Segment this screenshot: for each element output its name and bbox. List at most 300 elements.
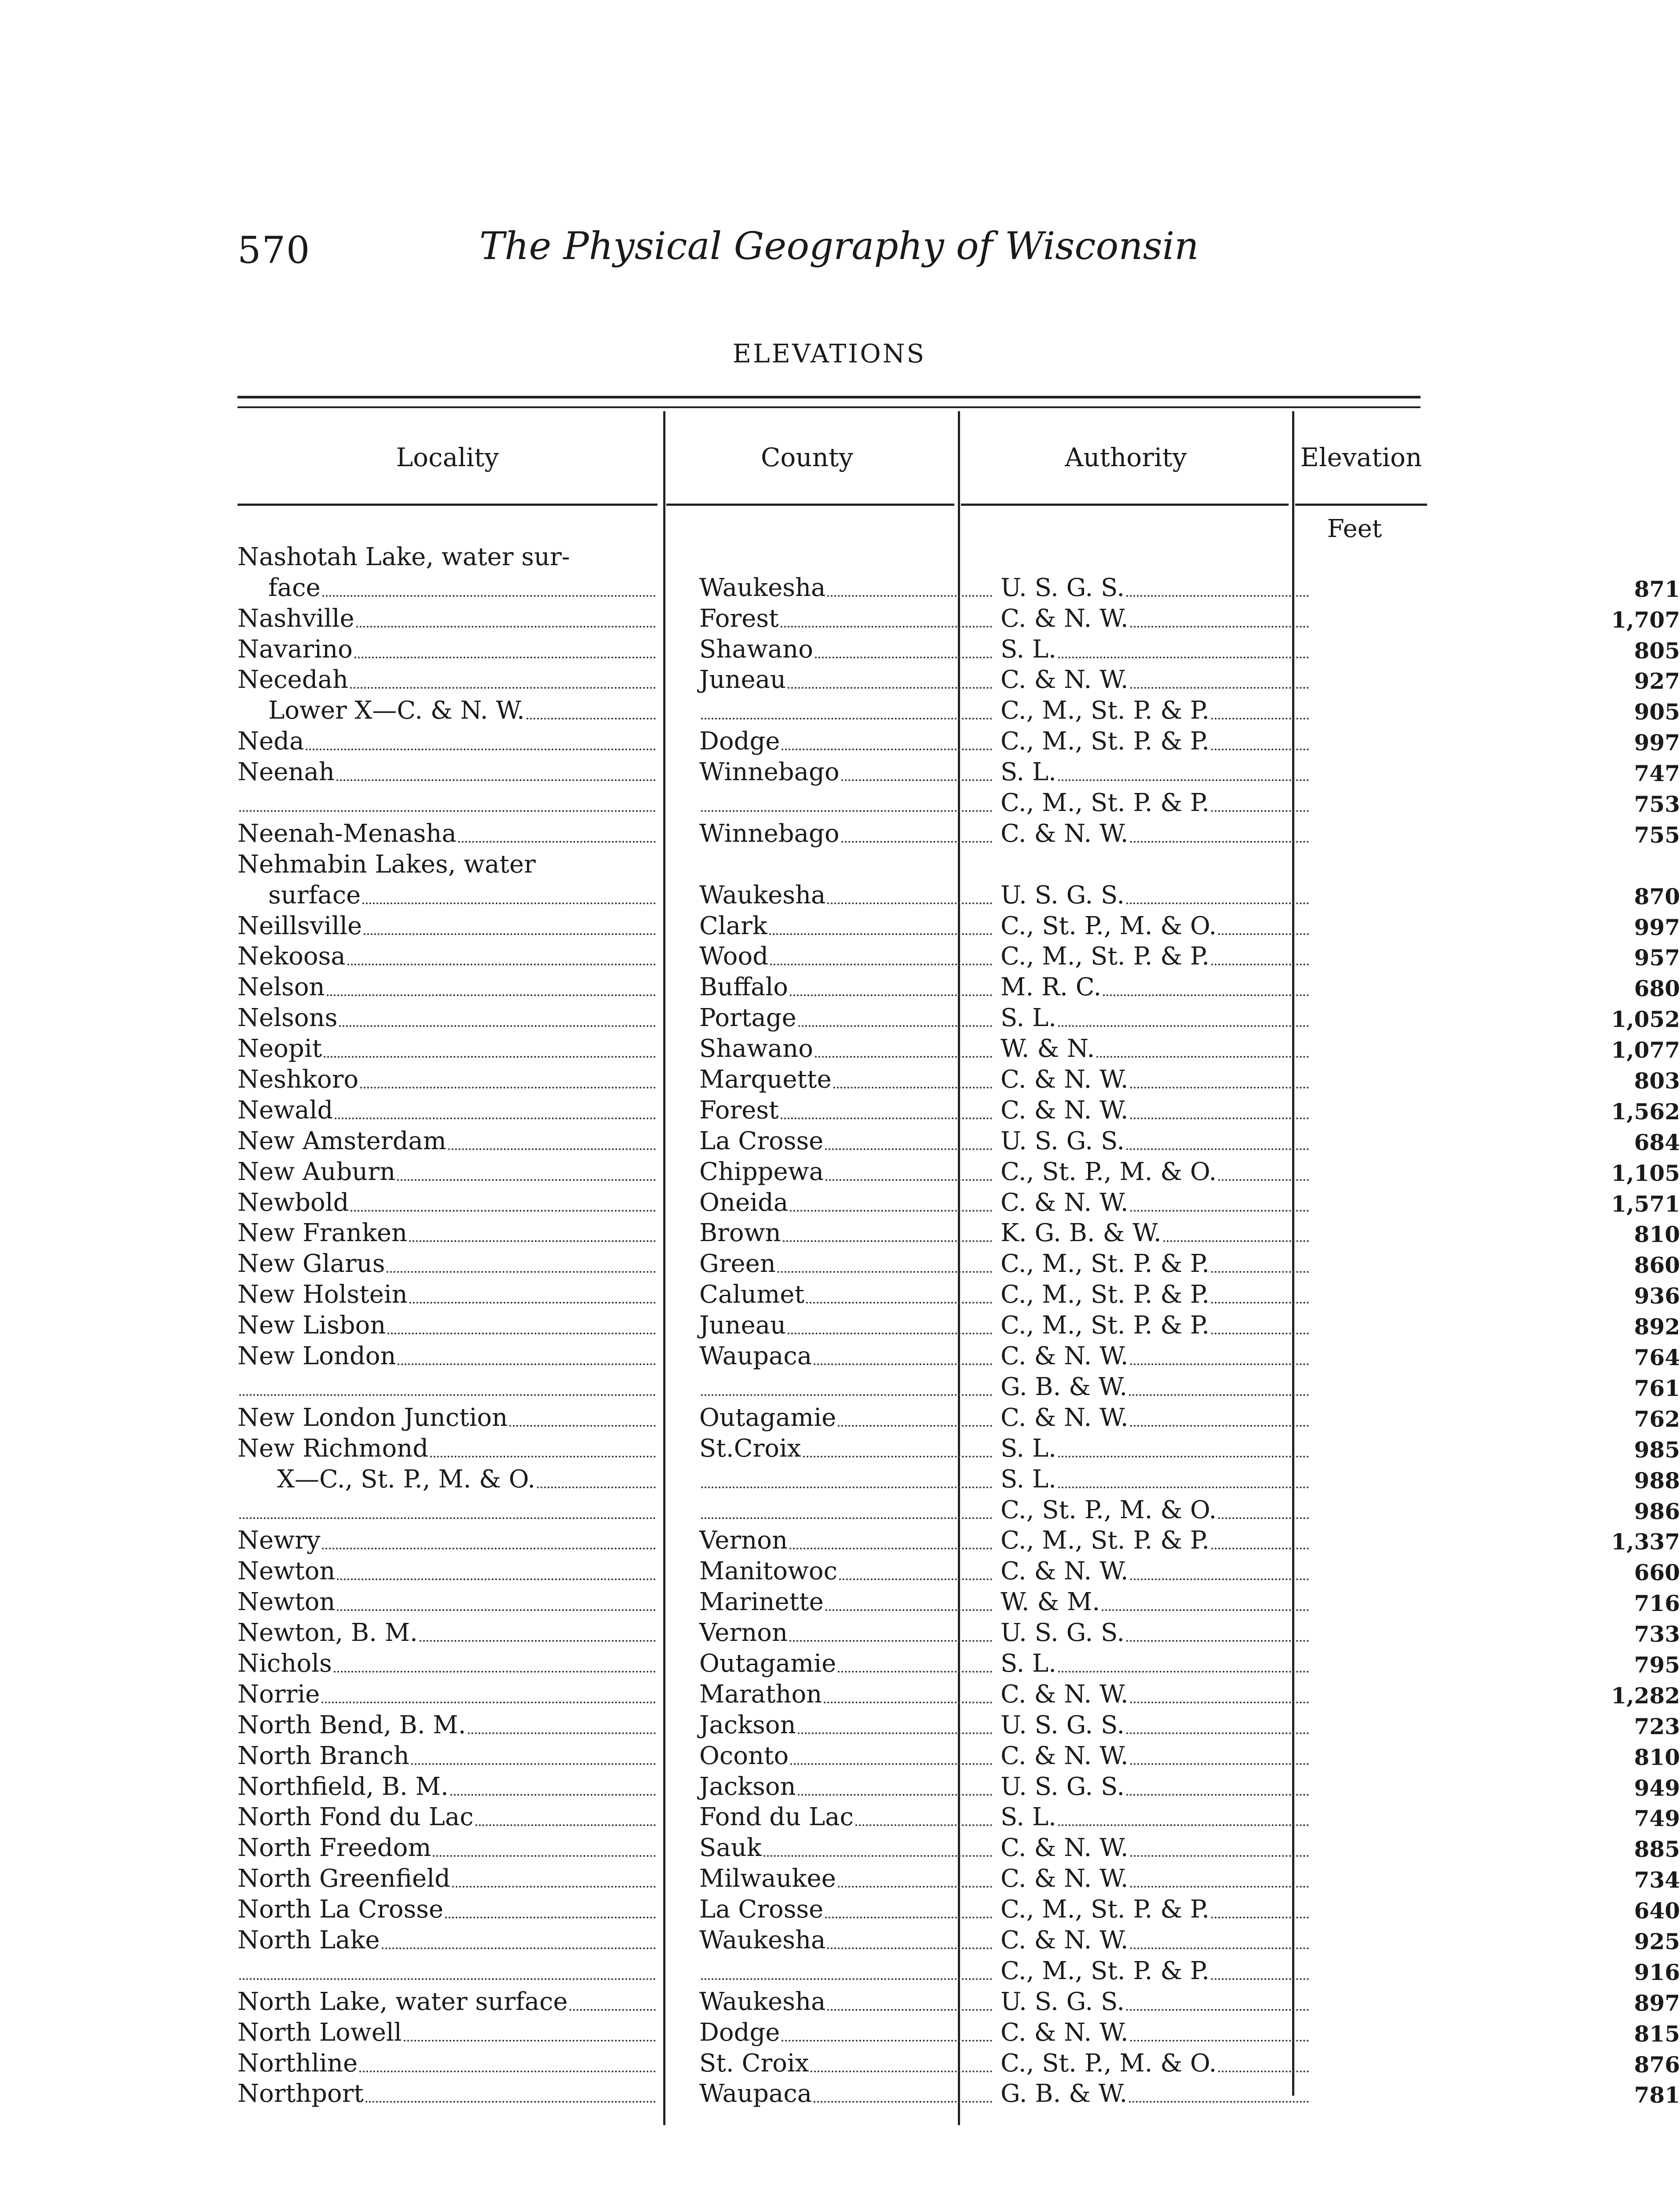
leader-dots bbox=[814, 2101, 992, 2103]
leader-dots bbox=[825, 1179, 992, 1181]
county-cell bbox=[699, 1773, 994, 1804]
authority-cell bbox=[1001, 1189, 1311, 1220]
county-cell-text: Green bbox=[699, 1249, 776, 1278]
elevation-cell-text: 762 bbox=[1634, 1406, 1680, 1432]
leader-dots bbox=[701, 1487, 992, 1488]
locality-cell bbox=[237, 1711, 657, 1742]
authority-cell-text: C., M., St. P. & P. bbox=[1001, 789, 1210, 818]
county-cell bbox=[699, 2080, 994, 2111]
county-cell bbox=[699, 1066, 994, 1096]
elevation-cell-text: 640 bbox=[1634, 1898, 1680, 1924]
county-cell bbox=[699, 1281, 994, 1311]
locality-cell-text: Nekoosa bbox=[237, 942, 346, 971]
leader-dots bbox=[781, 1118, 992, 1119]
leader-dots bbox=[445, 1917, 656, 1918]
elevation-cell-text: 761 bbox=[1634, 1375, 1680, 1401]
authority-cell bbox=[1001, 1281, 1311, 1311]
table-row bbox=[237, 880, 1680, 912]
header-elevation: Elevation bbox=[1300, 442, 1422, 472]
header-locality: Locality bbox=[396, 442, 499, 472]
header-county: County bbox=[760, 442, 854, 472]
authority-cell bbox=[1001, 1004, 1311, 1035]
elevation-cell bbox=[1328, 1465, 1680, 1496]
table-row bbox=[237, 1956, 1680, 1988]
leader-dots bbox=[509, 1425, 656, 1427]
table-row bbox=[237, 942, 1680, 974]
leader-dots bbox=[838, 1886, 992, 1888]
table-row bbox=[237, 1588, 1680, 1619]
authority-cell-text: C. & N. W. bbox=[1001, 1557, 1129, 1586]
authority-cell-text: G. B. & W. bbox=[1001, 1372, 1128, 1401]
county-cell-text: Marinette bbox=[699, 1588, 824, 1617]
county-cell bbox=[699, 1527, 994, 1558]
county-cell-text: Waupaca bbox=[699, 1342, 812, 1371]
leader-dots bbox=[339, 1025, 656, 1027]
locality-cell bbox=[237, 574, 657, 605]
county-cell bbox=[699, 605, 994, 636]
table-row bbox=[237, 973, 1680, 1004]
leader-dots bbox=[450, 1794, 656, 1796]
elevation-cell bbox=[1328, 2019, 1680, 2049]
authority-cell bbox=[1001, 605, 1311, 636]
locality-cell-text: New Amsterdam bbox=[237, 1126, 446, 1155]
leader-dots bbox=[824, 1702, 992, 1703]
authority-cell bbox=[1001, 1557, 1311, 1588]
locality-cell bbox=[237, 1804, 657, 1834]
county-cell-text: Buffalo bbox=[699, 973, 789, 1002]
leader-dots bbox=[433, 1855, 656, 1857]
leader-dots bbox=[404, 2040, 656, 2042]
county-cell-text: Marathon bbox=[699, 1680, 822, 1709]
county-cell bbox=[699, 727, 994, 758]
authority-cell bbox=[1001, 1834, 1311, 1865]
authority-cell bbox=[1001, 1926, 1311, 1957]
county-cell bbox=[699, 881, 994, 912]
locality-cell bbox=[237, 605, 657, 636]
locality-cell bbox=[237, 1988, 657, 2019]
locality-cell-text: New Richmond bbox=[237, 1434, 429, 1463]
leader-dots bbox=[1211, 964, 1309, 965]
authority-cell bbox=[1001, 1035, 1311, 1066]
county-cell bbox=[699, 1465, 994, 1496]
table-row bbox=[237, 1925, 1680, 1957]
authority-cell-text: S. L. bbox=[1001, 1465, 1056, 1494]
leader-dots bbox=[1130, 1886, 1309, 1888]
elevation-cell bbox=[1328, 881, 1680, 912]
locality-cell-text: New London bbox=[237, 1342, 396, 1371]
authority-cell-text: C., M., St. P. & P. bbox=[1001, 1956, 1210, 1985]
elevation-cell bbox=[1328, 1250, 1680, 1281]
locality-cell bbox=[237, 1527, 657, 1558]
authority-cell bbox=[1001, 1158, 1311, 1189]
elevation-cell-text: 927 bbox=[1634, 668, 1680, 694]
authority-cell bbox=[1001, 543, 1311, 574]
authority-cell bbox=[1001, 727, 1311, 758]
county-cell-text: Clark bbox=[699, 911, 767, 940]
leader-dots bbox=[789, 1548, 992, 1549]
authority-cell bbox=[1001, 820, 1311, 851]
authority-cell-text: C., St. P., M. & O. bbox=[1001, 1495, 1217, 1524]
locality-cell bbox=[237, 636, 657, 666]
authority-cell-text: U. S. G. S. bbox=[1001, 1987, 1125, 2016]
elevation-cell bbox=[1328, 2080, 1680, 2111]
leader-dots bbox=[814, 1363, 992, 1365]
county-cell bbox=[699, 789, 994, 820]
leader-dots bbox=[782, 749, 992, 750]
locality-cell-text: Neenah-Menasha bbox=[237, 819, 457, 848]
authority-cell bbox=[1001, 1373, 1311, 1404]
locality-cell bbox=[237, 758, 657, 789]
county-cell-text: Outagamie bbox=[699, 1403, 836, 1432]
authority-cell bbox=[1001, 1404, 1311, 1435]
county-cell bbox=[699, 1957, 994, 1988]
elevation-cell-text: 1,337 bbox=[1611, 1529, 1680, 1555]
county-cell bbox=[699, 1896, 994, 1926]
leader-dots bbox=[788, 1333, 992, 1334]
locality-cell bbox=[237, 1650, 657, 1680]
locality-cell bbox=[237, 697, 657, 727]
table-row bbox=[237, 1065, 1680, 1096]
elevation-cell-text: 997 bbox=[1634, 730, 1680, 756]
authority-cell-text: C., M., St. P. & P. bbox=[1001, 1526, 1210, 1555]
table-row bbox=[237, 2018, 1680, 2049]
table-row bbox=[237, 1219, 1680, 1250]
authority-cell-text: U. S. G. S. bbox=[1001, 880, 1125, 910]
county-cell-text: Milwaukee bbox=[699, 1864, 836, 1893]
elevation-cell bbox=[1328, 636, 1680, 666]
leader-dots bbox=[409, 1240, 656, 1242]
county-cell bbox=[699, 820, 994, 851]
locality-cell-text: X—C., St. P., M. & O. bbox=[277, 1465, 536, 1494]
authority-cell bbox=[1001, 1496, 1311, 1527]
locality-cell bbox=[237, 1127, 657, 1158]
county-cell bbox=[699, 636, 994, 666]
leader-dots bbox=[1058, 1487, 1309, 1488]
leader-dots bbox=[327, 994, 656, 996]
county-cell-text: Fond du Lac bbox=[699, 1803, 854, 1832]
elevation-cell bbox=[1328, 1711, 1680, 1742]
table-row bbox=[237, 604, 1680, 636]
county-cell bbox=[699, 1711, 994, 1742]
table-row bbox=[237, 665, 1680, 697]
locality-cell-text: Neillsville bbox=[237, 911, 362, 940]
locality-cell bbox=[237, 973, 657, 1004]
table-row bbox=[237, 1772, 1680, 1804]
locality-cell bbox=[237, 1158, 657, 1189]
county-cell bbox=[699, 666, 994, 697]
locality-cell-text: surface bbox=[268, 880, 361, 910]
locality-cell-text: North Bend, B. M. bbox=[237, 1710, 466, 1739]
county-cell-text: Forest bbox=[699, 1096, 779, 1125]
county-cell-text: St.Croix bbox=[699, 1434, 801, 1463]
table-row bbox=[237, 1188, 1680, 1220]
authority-cell bbox=[1001, 1220, 1311, 1250]
authority-cell-text: C. & N. W. bbox=[1001, 1403, 1129, 1432]
page-number: 570 bbox=[237, 229, 311, 272]
locality-cell-text: Navarino bbox=[237, 635, 353, 664]
locality-cell bbox=[237, 727, 657, 758]
county-cell-text: Portage bbox=[699, 1004, 796, 1033]
authority-cell-text: C., M., St. P. & P. bbox=[1001, 727, 1210, 756]
authority-cell-text: C., St. P., M. & O. bbox=[1001, 911, 1217, 940]
locality-cell bbox=[237, 1189, 657, 1220]
county-cell bbox=[699, 1650, 994, 1680]
table-row bbox=[237, 1526, 1680, 1558]
authority-cell bbox=[1001, 1865, 1311, 1896]
authority-cell-text: K. G. B. & W. bbox=[1001, 1219, 1161, 1248]
elevation-cell-text: 1,052 bbox=[1611, 1006, 1680, 1033]
elevation-cell bbox=[1328, 1035, 1680, 1066]
authority-cell bbox=[1001, 2049, 1311, 2080]
county-cell bbox=[699, 1865, 994, 1896]
elevation-cell bbox=[1328, 1742, 1680, 1773]
county-cell bbox=[699, 1588, 994, 1619]
header-rule-authority bbox=[961, 504, 1289, 506]
table-row bbox=[237, 1465, 1680, 1496]
county-cell-text: Waupaca bbox=[699, 2079, 812, 2108]
leader-dots bbox=[398, 1363, 656, 1365]
elevation-cell bbox=[1328, 912, 1680, 943]
county-cell bbox=[699, 1004, 994, 1035]
table-header bbox=[237, 411, 1429, 504]
elevation-cell-text: 733 bbox=[1634, 1621, 1680, 1647]
leader-dots bbox=[430, 1456, 656, 1457]
locality-cell-text: New Franken bbox=[237, 1219, 408, 1248]
locality-cell-text: New Holstein bbox=[237, 1280, 408, 1309]
locality-cell-text: Neopit bbox=[237, 1034, 322, 1063]
county-cell bbox=[699, 1496, 994, 1527]
elevation-cell-text: 985 bbox=[1634, 1436, 1680, 1463]
leader-dots bbox=[411, 1763, 656, 1765]
locality-cell-text: Nehmabin Lakes, water bbox=[237, 850, 536, 879]
table-row bbox=[237, 851, 1434, 881]
authority-cell-text: M. R. C. bbox=[1001, 973, 1102, 1002]
leader-dots bbox=[833, 1087, 992, 1089]
elevation-cell-text: 1,562 bbox=[1611, 1098, 1680, 1125]
locality-cell-text: Nelsons bbox=[237, 1004, 338, 1033]
leader-dots bbox=[239, 1394, 656, 1396]
county-cell bbox=[699, 1557, 994, 1588]
locality-cell bbox=[237, 1619, 657, 1650]
locality-cell bbox=[237, 1926, 657, 1957]
elevation-cell bbox=[1328, 1926, 1680, 1957]
leader-dots bbox=[321, 1702, 656, 1703]
elevation-cell-text: 957 bbox=[1634, 945, 1680, 971]
elevation-cell bbox=[1328, 1066, 1680, 1096]
leader-dots bbox=[334, 1671, 656, 1673]
elevation-cell-text: 815 bbox=[1634, 2020, 1680, 2047]
leader-dots bbox=[1058, 1824, 1309, 1826]
elevation-cell-text: 925 bbox=[1634, 1928, 1680, 1954]
leader-dots bbox=[359, 2071, 656, 2072]
leader-dots bbox=[382, 1947, 656, 1949]
locality-cell bbox=[237, 666, 657, 697]
leader-dots bbox=[803, 1456, 993, 1457]
elevation-cell bbox=[1328, 1527, 1680, 1558]
locality-cell bbox=[237, 2080, 657, 2111]
authority-cell bbox=[1001, 1435, 1311, 1465]
elevation-cell-text: 803 bbox=[1634, 1068, 1680, 1094]
leader-dots bbox=[356, 626, 656, 628]
locality-cell bbox=[237, 1834, 657, 1865]
leader-dots bbox=[570, 2009, 656, 2011]
locality-cell bbox=[237, 2019, 657, 2049]
leader-dots bbox=[448, 1148, 656, 1150]
locality-cell-text: North La Crosse bbox=[237, 1895, 444, 1924]
locality-cell bbox=[237, 1496, 657, 1527]
county-cell bbox=[699, 1096, 994, 1127]
authority-cell-text: W. & M. bbox=[1001, 1588, 1100, 1617]
leader-dots bbox=[1218, 1179, 1309, 1181]
leader-dots bbox=[825, 1148, 992, 1150]
leader-dots bbox=[1058, 1671, 1309, 1673]
authority-cell bbox=[1001, 1096, 1311, 1127]
elevation-cell bbox=[1328, 1865, 1680, 1896]
table-row bbox=[237, 1004, 1680, 1035]
table-row bbox=[237, 635, 1680, 666]
authority-cell-text: C. & N. W. bbox=[1001, 665, 1129, 694]
header-authority: Authority bbox=[1065, 442, 1187, 472]
county-cell bbox=[699, 1742, 994, 1773]
locality-cell-text: Nashotah Lake, water sur- bbox=[237, 542, 570, 571]
elevation-cell bbox=[1328, 1158, 1680, 1189]
locality-cell-text: Northline bbox=[237, 2049, 358, 2078]
locality-cell-text: North Lake bbox=[237, 1925, 380, 1954]
leader-dots bbox=[360, 1087, 656, 1089]
county-cell bbox=[699, 1435, 994, 1465]
leader-dots bbox=[409, 1302, 656, 1304]
leader-dots bbox=[365, 2101, 656, 2103]
elevation-units: Feet bbox=[1327, 515, 1382, 543]
elevation-cell-text: 936 bbox=[1634, 1283, 1680, 1309]
county-cell-text: Manitowoc bbox=[699, 1557, 837, 1586]
leader-dots bbox=[855, 1824, 992, 1826]
elevation-cell-text: 747 bbox=[1634, 760, 1680, 787]
county-cell-text: Vernon bbox=[699, 1618, 788, 1647]
elevation-cell bbox=[1328, 1804, 1680, 1834]
elevation-cell bbox=[1328, 1557, 1680, 1588]
county-cell bbox=[699, 1680, 994, 1711]
table-row bbox=[237, 1403, 1680, 1435]
authority-cell-text: U. S. G. S. bbox=[1001, 1126, 1125, 1155]
leader-dots bbox=[790, 1210, 992, 1212]
leader-dots bbox=[306, 749, 656, 750]
authority-cell bbox=[1001, 912, 1311, 943]
leader-dots bbox=[1130, 1363, 1309, 1365]
locality-cell bbox=[237, 1896, 657, 1926]
leader-dots bbox=[337, 1578, 656, 1580]
leader-dots bbox=[1211, 1302, 1309, 1304]
leader-dots bbox=[1129, 2101, 1309, 2103]
leader-dots bbox=[841, 841, 992, 843]
authority-cell bbox=[1001, 1988, 1311, 2019]
locality-cell-text: Lower X—C. & N. W. bbox=[268, 696, 525, 725]
leader-dots bbox=[397, 1179, 656, 1181]
leader-dots bbox=[239, 1978, 656, 1980]
county-cell bbox=[699, 1158, 994, 1189]
leader-dots bbox=[827, 595, 992, 597]
elevation-cell bbox=[1328, 1281, 1680, 1311]
table-row bbox=[237, 1434, 1680, 1465]
leader-dots bbox=[825, 1609, 992, 1611]
authority-cell-text: S. L. bbox=[1001, 1004, 1056, 1033]
elevation-cell-text: 781 bbox=[1634, 2082, 1680, 2108]
locality-cell bbox=[237, 1465, 657, 1496]
authority-cell-text: C. & N. W. bbox=[1001, 819, 1129, 848]
county-cell-text: Waukesha bbox=[699, 880, 826, 910]
locality-cell-text: New Glarus bbox=[237, 1249, 385, 1278]
authority-cell-text: S. L. bbox=[1001, 1803, 1056, 1832]
leader-dots bbox=[1126, 1640, 1309, 1642]
leader-dots bbox=[701, 718, 992, 720]
elevation-cell-text: 660 bbox=[1634, 1560, 1680, 1586]
county-cell bbox=[699, 1127, 994, 1158]
elevation-cell bbox=[1328, 697, 1680, 727]
authority-cell bbox=[1001, 2080, 1311, 2111]
elevation-cell bbox=[1328, 1435, 1680, 1465]
elevation-cell-text: 734 bbox=[1634, 1867, 1680, 1893]
locality-cell bbox=[237, 1066, 657, 1096]
county-cell bbox=[699, 943, 994, 974]
leader-dots bbox=[1211, 1333, 1309, 1334]
locality-cell-text: North Fond du Lac bbox=[237, 1803, 474, 1832]
header-rule-elevation bbox=[1295, 504, 1427, 506]
table-row bbox=[237, 1618, 1680, 1650]
authority-cell bbox=[1001, 943, 1311, 974]
locality-cell-text: Nashville bbox=[237, 604, 354, 633]
elevation-cell bbox=[1328, 851, 1680, 881]
authority-cell bbox=[1001, 973, 1311, 1004]
leader-dots bbox=[701, 1394, 992, 1396]
table-row bbox=[237, 1710, 1680, 1742]
leader-dots bbox=[1211, 1271, 1309, 1273]
county-cell-text: Jackson bbox=[699, 1772, 796, 1801]
county-cell bbox=[699, 1619, 994, 1650]
table-row bbox=[237, 696, 1680, 727]
authority-cell bbox=[1001, 1619, 1311, 1650]
locality-cell bbox=[237, 2049, 657, 2080]
elevation-cell bbox=[1328, 1988, 1680, 2019]
leader-dots bbox=[1102, 1609, 1309, 1611]
elevation-cell bbox=[1328, 1957, 1680, 1988]
authority-cell bbox=[1001, 1773, 1311, 1804]
elevation-cell bbox=[1328, 727, 1680, 758]
county-cell-text: Winnebago bbox=[699, 819, 840, 848]
locality-cell bbox=[237, 1004, 657, 1035]
leader-dots bbox=[1130, 1763, 1309, 1765]
county-cell-text: Sauk bbox=[699, 1834, 762, 1863]
table-row bbox=[237, 1834, 1680, 1865]
leader-dots bbox=[701, 1978, 992, 1980]
leader-dots bbox=[1126, 902, 1309, 904]
leader-dots bbox=[827, 2009, 992, 2011]
authority-cell bbox=[1001, 1896, 1311, 1926]
table-row bbox=[237, 758, 1680, 789]
authority-cell bbox=[1001, 697, 1311, 727]
locality-cell-text: Norrie bbox=[237, 1680, 320, 1709]
table-row bbox=[237, 1126, 1680, 1158]
authority-cell-text: C. & N. W. bbox=[1001, 1834, 1129, 1863]
leader-dots bbox=[1129, 1394, 1309, 1396]
authority-cell bbox=[1001, 1527, 1311, 1558]
locality-cell bbox=[237, 1680, 657, 1711]
leader-dots bbox=[815, 1056, 992, 1058]
county-cell-text: Waukesha bbox=[699, 1925, 826, 1954]
locality-cell-text: North Branch bbox=[237, 1741, 409, 1770]
leader-dots bbox=[1096, 1056, 1309, 1058]
leader-dots bbox=[1130, 626, 1309, 628]
authority-cell bbox=[1001, 1650, 1311, 1680]
